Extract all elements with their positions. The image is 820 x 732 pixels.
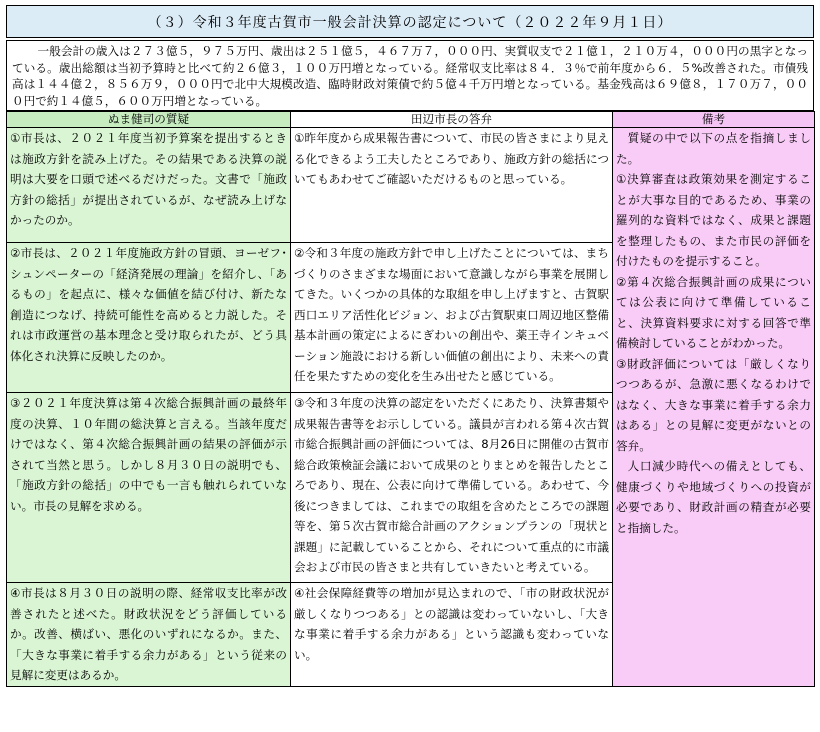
remarks-conclusion: 人口減少時代への備えとしても、健康づくりや地域づくりへの投資が必要であり、財政計画の精査が必要と指摘した。: [616, 459, 811, 535]
question-cell: ④市長は８月３０日の説明の際、経常収支比率が改善されたと述べた。財政状況をどう評価しているか。改善、横ばい、悪化のいずれになるか。また、「大きな事業に着手する余力がある」という従来の見解に変更はあるか。: [7, 583, 291, 687]
document: [6, 5, 814, 687]
remarks-point-2: ②第４次総合振興計画の成果については公表に向けて準備していること、決算資料要求に対する回答で準備検討していることがわかった。: [616, 274, 811, 350]
question-cell: ①市長は、２０２１年度当初予算案を提出するときは施政方針を読み上げた。その結果である決算の説明は大要を口頭で述べるだけだった。文書で「施政方針の総括」が提出されているが、なぜ読み上げなかったのか。: [7, 128, 291, 243]
header-remarks: 備考: [613, 112, 815, 128]
header-answer: 田辺市長の答弁: [291, 112, 613, 128]
remarks-point-1: ①決算審査は政策効果を測定することが大事な目的であるため、事業の羅列的な資料ではなく、成果と課題を整理したもの、また市民の評価を付けたものを提示すること。: [616, 172, 811, 268]
answer-cell: ③令和３年度の決算の認定をいただくにあたり、決算書類や成果報告書等をお示ししている。議員が言われる第４次古賀市総合振興計画の評価については、8月26日に開催の古賀市総合政策検証会議において成果のとりまとめを報告したところであり、現在、公表に向けて準備している。あわせて、今後につきましては、これまでの取組を含めたところでの課題等を、第５次古賀市総合計画のアクションプランの「現状と課題」に記載していることから、それについて重点的に市議会および市民の皆さまと共有していきたいと考えている。: [291, 393, 613, 583]
remarks-cell: [613, 128, 815, 687]
budget-summary: 一般会計の歳入は２７３億５，９７５万円、歳出は２５１億５，４６７万７，０００円、実質収支で２１億１，２１０万４，０００円の黒字となっている。歳出総額は当初予算時と比べて約２６億３，１００万円増となっている。経常収支比率は８４．３％で前年度から６．５%改善された。市債残高は１４４億２，８５６万９，０００円で北中大規模改造、臨時財政対策債で約５億４千万円増となっている。基金残高は６９億８，１７０万７，０００円で約１４億５，６００万円増となっている。: [6, 40, 814, 111]
remarks-intro: 質疑の中で以下の点を指摘しました。: [616, 131, 811, 166]
table-header-row: [7, 112, 815, 128]
question-cell: ③２０２１年度決算は第４次総合振興計画の最終年度の決算、１０年間の総決算と言える。当該年度だけではなく、第４次総合振興計画の結果の評価が示されて当然と思う。しかし８月３０日の説明でも、「施政方針の総括」の中でも一言も触れられていない。市長の見解を求める。: [7, 393, 291, 583]
question-cell: ②市長は、２０２１年度施政方針の冒頭、ヨーゼフ･シュンペーターの「経済発展の理論」を紹介し、「あるもの」を起点に、様々な価値を結び付け、新たな創造につなげ、持続可能性を高めると力説した。それは市政運営の基本理念と受け取られたが、どう具体化され決算に反映したのか。: [7, 243, 291, 393]
qa-table: [6, 111, 815, 687]
table-row: [7, 128, 815, 243]
answer-cell: ①昨年度から成果報告書について、市民の皆さまにより見える化できるよう工夫したところであり、施政方針の総括についてもあわせてご確認いただけるものと思っている。: [291, 128, 613, 243]
document-title: （３）令和３年度古賀市一般会計決算の認定について（２０２２年９月１日）: [6, 5, 814, 38]
header-question: ぬま健司の質疑: [7, 112, 291, 128]
remarks-point-3: ③財政評価については「厳しくなりつつあるが、急激に悪くなるわけではなく、大きな事業に着手する余力はある」との見解に変更がないとの答弁。: [616, 356, 811, 453]
answer-cell: ②令和３年度の施政方針で申し上げたことについては、まちづくりのさまざまな場面において意識しながら事業を展開してきた。いくつかの具体的な取組を申し上げますと、古賀駅西口エリア活性化ビジョン、および古賀駅東口周辺地区整備基本計画の策定によるにぎわいの創出や、薬王寺インキュベーション施設における新しい価値の創出により、未来への責任を果たすための変化を生み出せたと感じている。: [291, 243, 613, 393]
answer-cell: ④社会保障経費等の増加が見込まれので、「市の財政状況が厳しくなりつつある」との認識は変わっていないし、「大きな事業に着手する余力がある」という認識も変わっていない。: [291, 583, 613, 687]
